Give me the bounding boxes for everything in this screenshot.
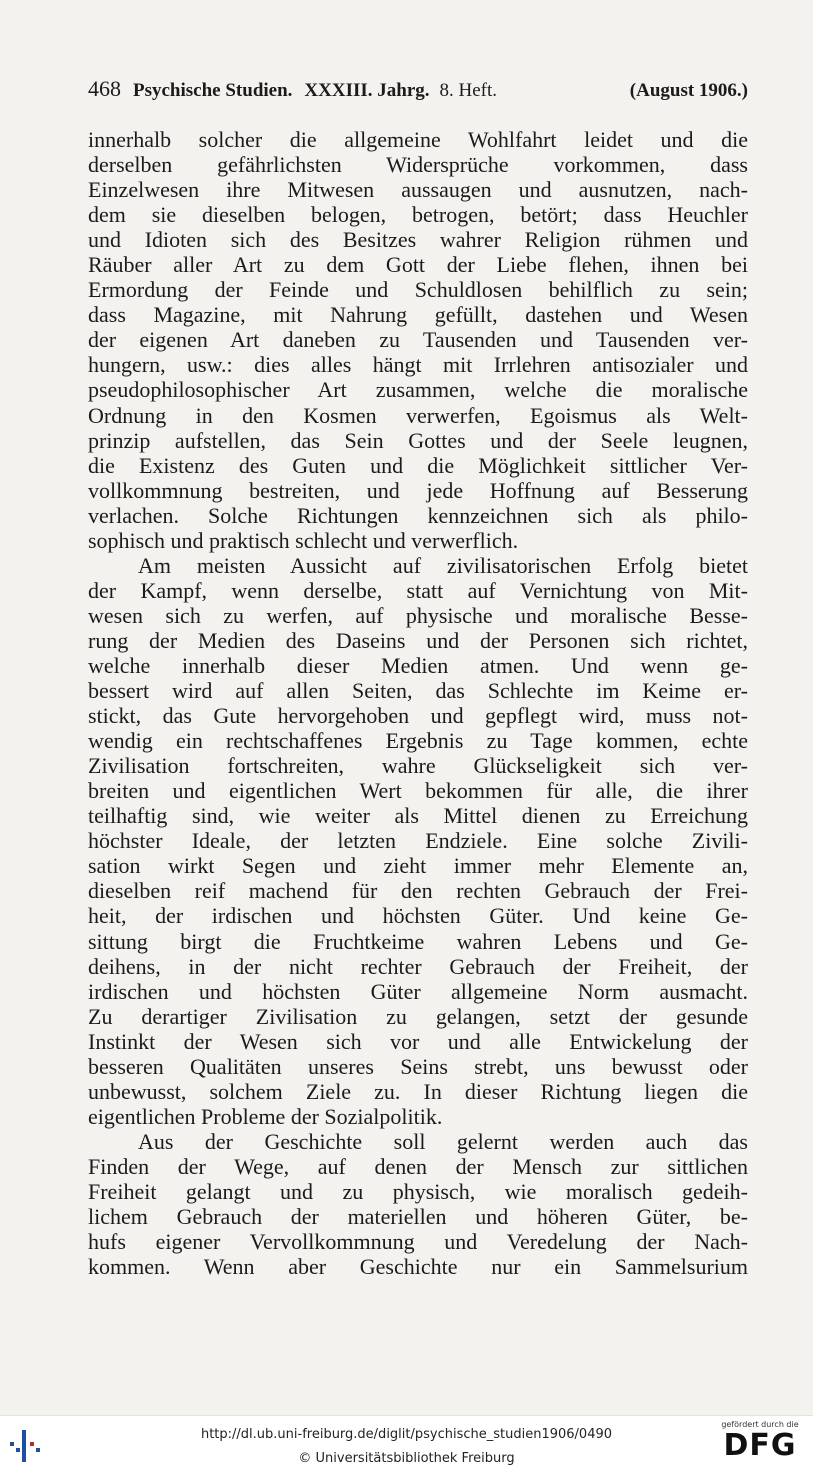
copyright-notice: © Universitätsbibliothek Freiburg [298, 1451, 515, 1466]
text-line: der eigenen Art daneben zu Tausenden und Tausenden ver- [88, 327, 748, 353]
text-line: Ordnung in den Kosmen verwerfen, Egoismus als Welt- [88, 402, 748, 428]
dfg-logo [717, 1420, 803, 1470]
text-line: der Kampf, wenn derselbe, statt auf Vernichtung von Mit- [88, 577, 748, 603]
text-line: Ermordung der Feinde und Schuldlosen behilflich zu sein; [88, 277, 748, 303]
text-line: Instinkt der Wesen sich vor und alle Entwickelung der [88, 1028, 748, 1054]
text-line: Aus der Geschichte soll gelernt werden auch das [138, 1128, 748, 1154]
text-line: Finden der Wege, auf denen der Mensch zur sittlichen [88, 1153, 748, 1179]
text-line: lichem Gebrauch der materiellen und höheren Güter, be- [88, 1204, 748, 1230]
text-line: prinzip aufstellen, das Sein Gottes und der Seele leugnen, [88, 427, 748, 453]
text-line: Zivilisation fortschreiten, wahre Glückseligkeit sich ver- [88, 753, 748, 779]
source-url-link[interactable]: http://dl.ub.uni-freiburg.de/diglit/psychische_studien1906/0490 [200, 1427, 613, 1442]
text-line: bessert wird auf allen Seiten, das Schlechte im Keime er- [88, 678, 748, 704]
dfg-funding-note: gefördert durch die [721, 1420, 799, 1429]
text-line: rung der Medien des Daseins und der Personen sich richtet, [88, 627, 748, 653]
text-line: Am meisten Aussicht auf zivilisatorischen Erfolg bietet [138, 552, 748, 578]
text-line: dieselben reif machend für den rechten Gebrauch der Frei- [88, 878, 748, 904]
text-line: sation wirkt Segen und zieht immer mehr Elemente an, [88, 853, 748, 879]
text-line: höchster Ideale, der letzten Endziele. Eine solche Zivili- [88, 828, 748, 854]
text-line: dass Magazine, mit Nahrung gefüllt, dastehen und Wesen [88, 302, 748, 328]
text-line: irdischen und höchsten Güter allgemeine Norm ausmacht. [88, 978, 748, 1004]
text-line: Freiheit gelangt und zu physisch, wie moralisch gedeih- [88, 1178, 748, 1204]
text-line: vollkommnung bestreiten, und jede Hoffnung auf Besserung [88, 477, 748, 503]
text-line: heit, der irdischen und höchsten Güter. Und keine Ge- [88, 903, 748, 929]
text-line: Zu derartiger Zivilisation zu gelangen, setzt der gesunde [88, 1003, 748, 1029]
text-line: stickt, das Gute hervorgehoben und gepflegt wird, muss not- [88, 703, 748, 729]
text-line: wendig ein rechtschaffenes Ergebnis zu Tage kommen, echte [88, 728, 748, 754]
volume-label: XXXIII. Jahrg. [304, 80, 430, 101]
body-text [88, 127, 748, 1279]
text-line: Einzelwesen ihre Mitwesen aussaugen und ausnutzen, nach- [88, 177, 748, 203]
text-line: hufs eigener Vervollkommnung und Veredelung der Nach- [88, 1229, 748, 1255]
text-line: hungern, usw.: dies alles hängt mit Irrlehren antisozialer und [88, 352, 748, 378]
text-line: kommen. Wenn aber Geschichte nur ein Sammelsurium [88, 1254, 748, 1280]
running-header [88, 76, 748, 104]
text-line: wesen sich zu werfen, auf physische und moralische Besse- [88, 602, 748, 628]
text-line: pseudophilosophischer Art zusammen, welche die moralische [88, 377, 748, 403]
text-line: sophisch und praktisch schlecht und verwerflich. [88, 527, 519, 553]
text-line: teilhaftig sind, wie weiter als Mittel dienen zu Erreichung [88, 803, 748, 829]
text-line: innerhalb solcher die allgemeine Wohlfahrt leidet und die [88, 127, 748, 152]
page-number: 468 [88, 76, 121, 101]
issue-date: (August 1906.) [629, 80, 748, 101]
text-line: die Existenz des Guten und die Möglichkeit sittlicher Ver- [88, 452, 748, 478]
text-line: eigentlichen Probleme der Sozialpolitik. [88, 1103, 443, 1129]
text-line: besseren Qualitäten unseres Seins strebt, uns bewusst oder [88, 1053, 748, 1079]
journal-title: Psychische Studien. [133, 80, 293, 101]
text-line: deihens, in der nicht rechter Gebrauch der Freiheit, der [88, 953, 748, 979]
text-line: Räuber aller Art zu dem Gott der Liebe flehen, ihnen bei [88, 252, 748, 278]
dfg-logo-text: DFG [723, 1428, 797, 1463]
issue-label: 8. Heft. [439, 80, 498, 101]
text-line: welche innerhalb dieser Medien atmen. Und wenn ge- [88, 652, 748, 678]
text-line: verlachen. Solche Richtungen kennzeichnen sich als philo- [88, 502, 748, 528]
text-line: derselben gefährlichsten Widersprüche vorkommen, dass [88, 152, 748, 178]
text-line: unbewusst, solchem Ziele zu. In dieser Richtung liegen die [88, 1078, 748, 1104]
text-line: sittung birgt die Fruchtkeime wahren Lebens und Ge- [88, 928, 748, 954]
text-line: breiten und eigentlichen Wert bekommen für alle, die ihrer [88, 778, 748, 804]
text-line: und Idioten sich des Besitzes wahrer Religion rühmen und [88, 227, 748, 253]
viewer-footer [0, 1415, 813, 1474]
text-line: dem sie dieselben belogen, betrogen, betört; dass Heuchler [88, 202, 748, 228]
